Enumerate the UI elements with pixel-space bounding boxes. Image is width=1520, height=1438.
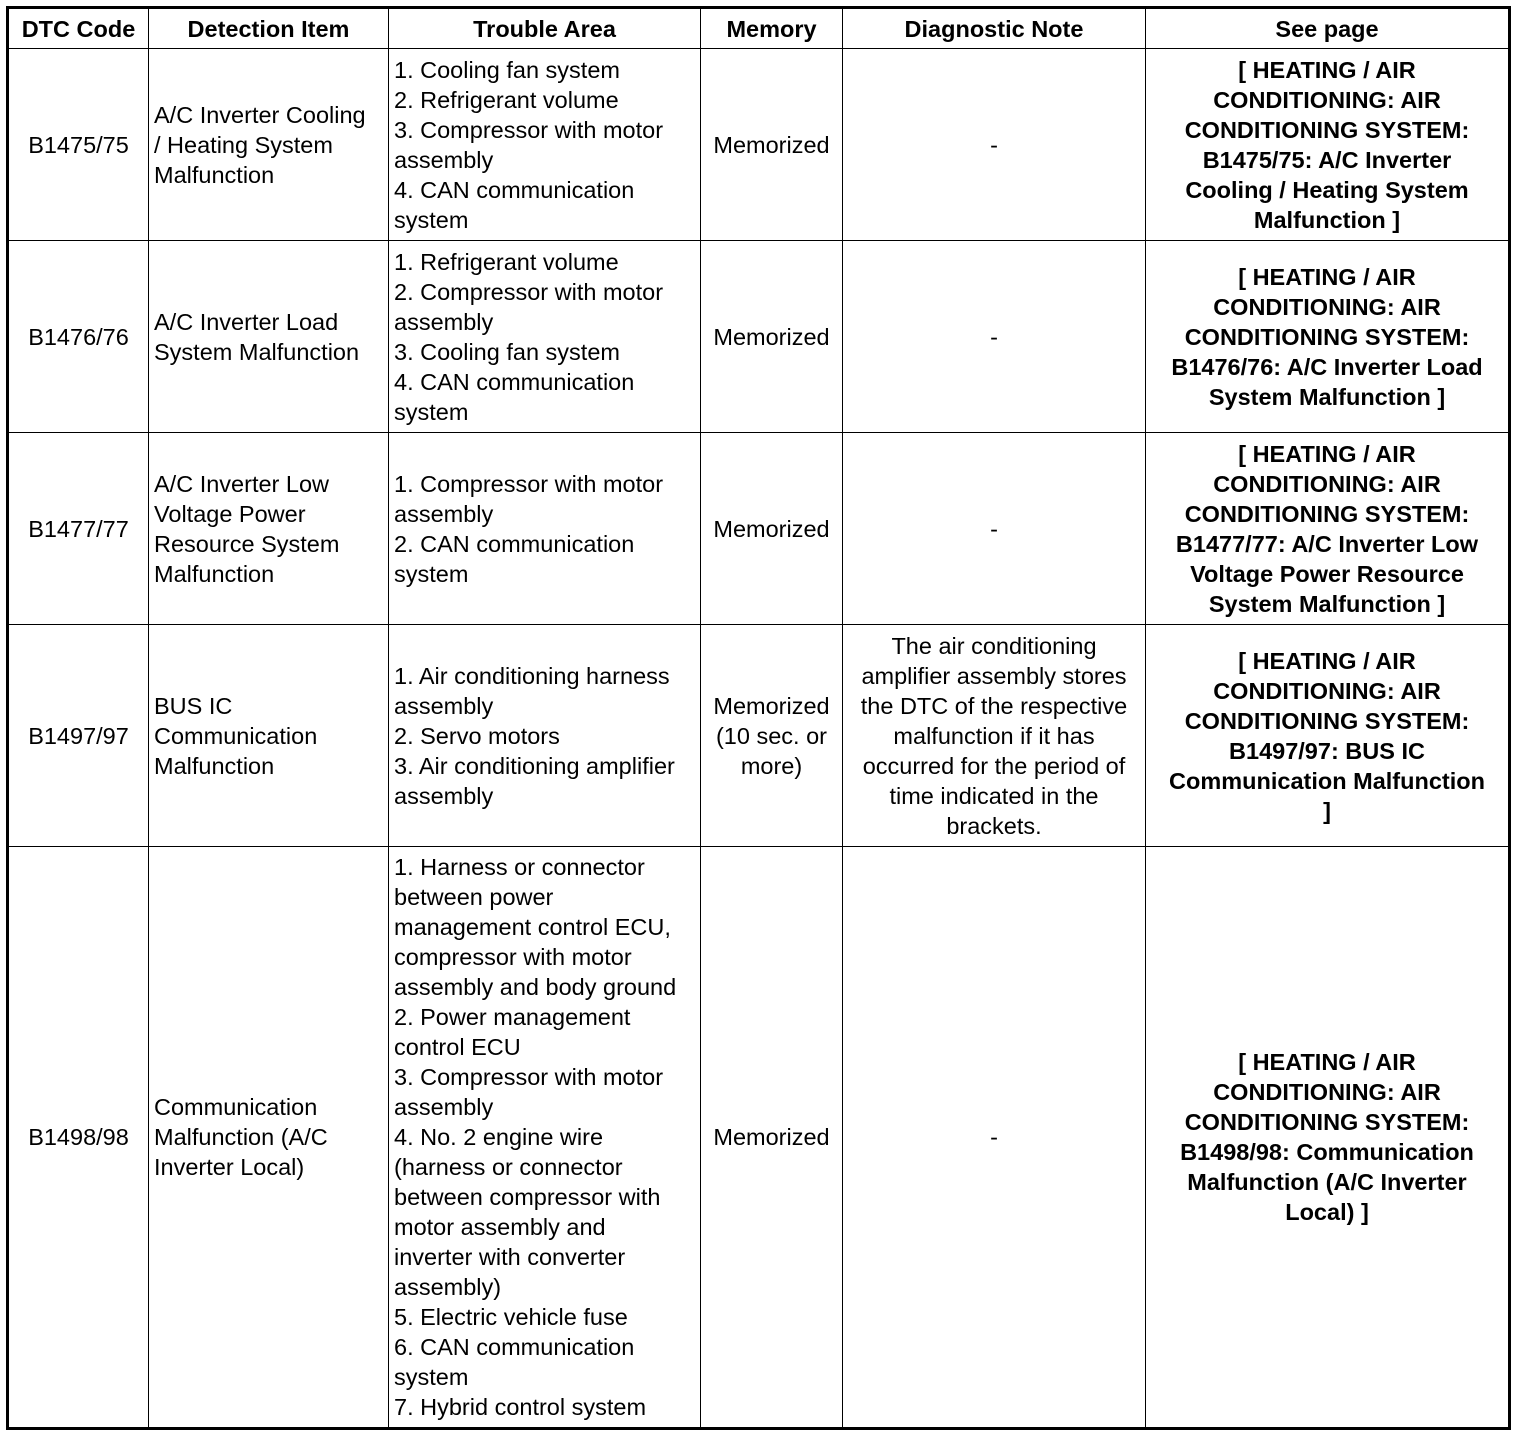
cell-line: system <box>394 560 469 587</box>
cell-line: - <box>990 131 998 158</box>
cell-line: Memorized <box>713 1124 830 1150</box>
dtc-code-cell: B1477/77 <box>8 433 149 625</box>
cell-line: [ HEATING / AIR <box>1238 56 1416 83</box>
cell-line: 3. Air conditioning amplifier <box>394 752 675 779</box>
cell-line: assembly) <box>394 1274 502 1300</box>
cell-line: CONDITIONING SYSTEM: <box>1184 707 1470 734</box>
cell-line: Memorized <box>713 692 830 719</box>
trouble-area-cell <box>389 433 701 625</box>
detection-item-cell <box>149 847 389 1429</box>
cell-line: - <box>990 323 998 350</box>
cell-line: [ HEATING / AIR <box>1238 647 1416 674</box>
header-diagnostic-note: Diagnostic Note <box>843 8 1146 49</box>
cell-line: CONDITIONING SYSTEM: <box>1184 116 1470 143</box>
memory-cell <box>701 433 843 625</box>
cell-line: 2. CAN communication <box>394 530 635 557</box>
diagnostic-note-cell <box>843 433 1146 625</box>
table-row <box>8 433 1510 625</box>
cell-line: CONDITIONING: AIR <box>1213 293 1441 320</box>
cell-line: between power <box>394 884 554 910</box>
cell-line: The air conditioning <box>891 632 1097 659</box>
cell-line: Malfunction <box>154 161 275 188</box>
cell-line: 5. Electric vehicle fuse <box>394 1304 628 1330</box>
cell-line: Communication <box>154 1094 318 1120</box>
cell-line: brackets. <box>946 812 1042 839</box>
see-page-cell[interactable] <box>1146 49 1510 241</box>
cell-line: - <box>990 515 998 542</box>
diagnostic-note-cell <box>843 625 1146 847</box>
cell-line: A/C Inverter Low <box>154 470 330 497</box>
cell-line: Malfunction (A/C Inverter <box>1187 1169 1467 1195</box>
see-page-cell[interactable] <box>1146 625 1510 847</box>
cell-line: A/C Inverter Load <box>154 308 339 335</box>
cell-line: B1475/75: A/C Inverter <box>1202 146 1452 173</box>
dtc-code-cell: B1497/97 <box>8 625 149 847</box>
cell-line: Malfunction (A/C <box>154 1124 328 1150</box>
cell-line: Voltage Power Resource <box>1190 560 1464 587</box>
cell-line: 1. Cooling fan system <box>394 56 620 83</box>
diagnostic-note-cell <box>843 241 1146 433</box>
dtc-code-cell: B1476/76 <box>8 241 149 433</box>
cell-line: System Malfunction ] <box>1208 590 1446 617</box>
header-memory: Memory <box>701 8 843 49</box>
table-body <box>8 49 1510 1429</box>
cell-line: system <box>394 1364 469 1390</box>
cell-line: 1. Compressor with motor <box>394 470 664 497</box>
cell-line: 4. CAN communication <box>394 368 635 395</box>
cell-line: Inverter Local) <box>154 1154 305 1180</box>
memory-cell <box>701 241 843 433</box>
cell-line: 7. Hybrid control system <box>394 1394 647 1420</box>
cell-line: assembly <box>394 500 494 527</box>
cell-line: Cooling / Heating System <box>1185 176 1469 203</box>
detection-item-cell <box>149 241 389 433</box>
detection-item-cell <box>149 433 389 625</box>
cell-line: Communication Malfunction <box>1169 767 1485 794</box>
detection-item-cell <box>149 625 389 847</box>
cell-line: 4. No. 2 engine wire <box>394 1124 604 1150</box>
memory-cell <box>701 49 843 241</box>
cell-line: assembly <box>394 782 494 809</box>
cell-line: management control ECU, <box>394 914 671 940</box>
cell-line: Local) ] <box>1285 1199 1369 1225</box>
cell-line: B1497/97: BUS IC <box>1229 737 1425 764</box>
cell-line: Malfunction <box>154 560 275 587</box>
cell-line: [ HEATING / AIR <box>1238 1049 1416 1075</box>
cell-line: CONDITIONING SYSTEM: <box>1184 500 1470 527</box>
diagnostic-note-cell <box>843 847 1146 1429</box>
cell-line: motor assembly and <box>394 1214 606 1240</box>
see-page-cell[interactable] <box>1146 847 1510 1429</box>
cell-line: CONDITIONING: AIR <box>1213 677 1441 704</box>
cell-line: Memorized <box>713 515 830 542</box>
cell-line: Malfunction <box>154 752 275 779</box>
cell-line: 3. Cooling fan system <box>394 338 620 365</box>
cell-line: assembly and body ground <box>394 974 677 1000</box>
cell-line: Resource System <box>154 530 340 557</box>
cell-line: BUS IC <box>154 692 233 719</box>
cell-line: / Heating System <box>154 131 333 158</box>
cell-line: system <box>394 398 469 425</box>
see-page-cell[interactable] <box>1146 433 1510 625</box>
header-detection-item: Detection Item <box>149 8 389 49</box>
cell-line: ] <box>1323 797 1331 824</box>
cell-line: CONDITIONING SYSTEM: <box>1184 323 1470 350</box>
cell-line: 2. Compressor with motor <box>394 278 664 305</box>
cell-line: CONDITIONING: AIR <box>1213 1079 1441 1105</box>
cell-line: 2. Servo motors <box>394 722 560 749</box>
cell-line: [ HEATING / AIR <box>1238 263 1416 290</box>
cell-line: System Malfunction ] <box>1208 383 1446 410</box>
cell-line: Malfunction ] <box>1253 206 1401 233</box>
table-row <box>8 625 1510 847</box>
cell-line: time indicated in the <box>889 782 1099 809</box>
cell-line: assembly <box>394 692 494 719</box>
detection-item-cell <box>149 49 389 241</box>
dtc-code-cell: B1475/75 <box>8 49 149 241</box>
cell-line: system <box>394 206 469 233</box>
cell-line: the DTC of the respective <box>860 692 1128 719</box>
cell-line: Communication <box>154 722 318 749</box>
dtc-table <box>6 6 1511 1430</box>
trouble-area-cell <box>389 625 701 847</box>
cell-line: CONDITIONING: AIR <box>1213 86 1441 113</box>
diagnostic-note-cell <box>843 49 1146 241</box>
memory-cell <box>701 625 843 847</box>
cell-line: 6. CAN communication <box>394 1334 635 1360</box>
cell-line: 3. Compressor with motor <box>394 1064 664 1090</box>
cell-line: between compressor with <box>394 1184 661 1210</box>
cell-line: A/C Inverter Cooling <box>154 101 366 128</box>
cell-line: CONDITIONING SYSTEM: <box>1184 1109 1470 1135</box>
cell-line: System Malfunction <box>154 338 360 365</box>
header-row <box>8 8 1510 49</box>
cell-line: 1. Harness or connector <box>394 854 645 880</box>
table-row <box>8 847 1510 1429</box>
cell-line: malfunction if it has <box>893 722 1095 749</box>
trouble-area-cell <box>389 847 701 1429</box>
table-row <box>8 49 1510 241</box>
cell-line: Memorized <box>713 131 830 158</box>
cell-line: assembly <box>394 308 494 335</box>
cell-line: amplifier assembly stores <box>861 662 1127 689</box>
cell-line: more) <box>740 752 803 779</box>
cell-line: (harness or connector <box>394 1154 623 1180</box>
cell-line: B1498/98: Communication <box>1180 1139 1474 1165</box>
header-dtc-code: DTC Code <box>8 8 149 49</box>
cell-line: CONDITIONING: AIR <box>1213 470 1441 497</box>
cell-line: 4. CAN communication <box>394 176 635 203</box>
cell-line: Voltage Power <box>154 500 306 527</box>
cell-line: B1477/77: A/C Inverter Low <box>1175 530 1479 557</box>
cell-line: 3. Compressor with motor <box>394 116 664 143</box>
cell-line: 2. Refrigerant volume <box>394 86 619 113</box>
cell-line: 2. Power management <box>394 1004 631 1030</box>
header-see-page: See page <box>1146 8 1510 49</box>
cell-line: 1. Refrigerant volume <box>394 248 619 275</box>
cell-line: control ECU <box>394 1034 521 1060</box>
cell-line: assembly <box>394 146 494 173</box>
trouble-area-cell <box>389 49 701 241</box>
dtc-code-cell: B1498/98 <box>8 847 149 1429</box>
cell-line: occurred for the period of <box>862 752 1126 779</box>
header-trouble-area: Trouble Area <box>389 8 701 49</box>
cell-line: assembly <box>394 1094 494 1120</box>
see-page-cell[interactable] <box>1146 241 1510 433</box>
cell-line: [ HEATING / AIR <box>1238 440 1416 467</box>
table-row <box>8 241 1510 433</box>
cell-line: Memorized <box>713 323 830 350</box>
cell-line: compressor with motor <box>394 944 632 970</box>
cell-line: - <box>990 1124 998 1150</box>
memory-cell <box>701 847 843 1429</box>
trouble-area-cell <box>389 241 701 433</box>
cell-line: B1476/76: A/C Inverter Load <box>1171 353 1483 380</box>
cell-line: 1. Air conditioning harness <box>394 662 670 689</box>
cell-line: (10 sec. or <box>715 722 828 749</box>
cell-line: inverter with converter <box>394 1244 626 1270</box>
